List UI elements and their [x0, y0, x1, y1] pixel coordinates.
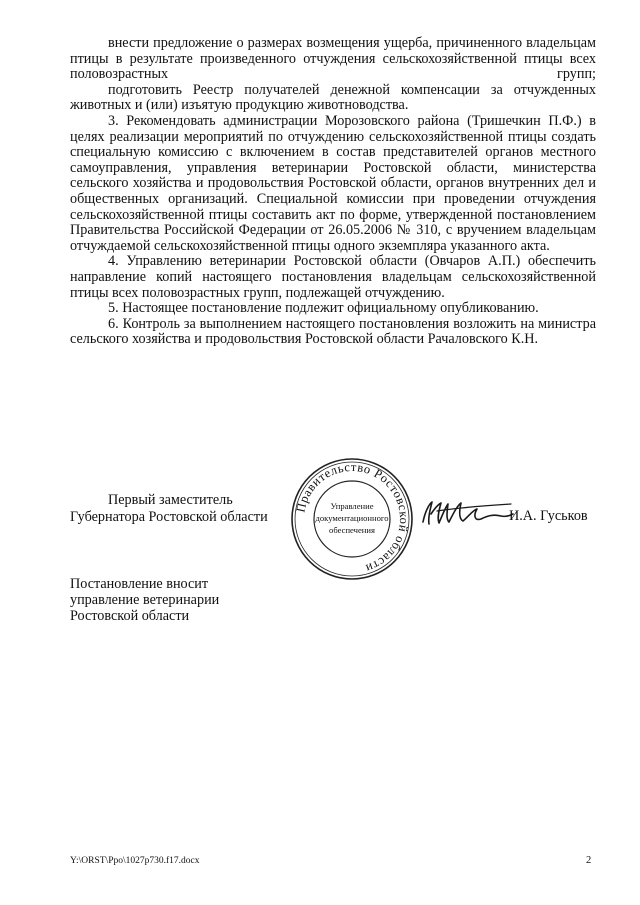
paragraph-item-6: 6. Контроль за выполнением настоящего постановления возложить на министра сельского хозяйства и продовольствия Ростовской области Рачаловского К.Н.	[70, 315, 596, 348]
signer-title-line2: Губернатора Ростовской области	[70, 508, 268, 525]
stamp-outer-ring	[292, 459, 412, 579]
stamp-center-line3: обеспечения	[329, 525, 375, 535]
submitted-by-line2: управление ветеринарии	[70, 592, 220, 609]
page-number: 2	[586, 855, 592, 866]
submitted-by-line3: Ростовской области	[70, 608, 190, 625]
paragraph-damage-proposal: внести предложение о размерах возмещения ущерба, причиненного владельцам птицы в результате произведенного отчуждения сельскохозяйственной птицы всех половозрастных групп;	[70, 35, 596, 83]
paragraph-item-4: 4. Управлению ветеринарии Ростовской области (Овчаров А.П.) обеспечить направление копий настоящего постановления владельцам сельскохозяйственной птицы всех половозрастных групп, подлежащей отчуждению.	[70, 253, 596, 301]
submitted-by-line1: Постановление вносит	[70, 576, 209, 592]
signature-stroke	[423, 502, 513, 524]
paragraph-item-3: 3. Рекомендовать администрации Морозовского района (Тришечкин П.Ф.) в целях реализации мероприятий по отчуждению сельскохозяйственной птицы создать специальную комиссию с включением в состав представителей органов местного самоуправления, управления ветеринарии Ростовской области, министерства сельского хозяйства и продовольствия Ростовской области, органов внутренних дел и общественных организаций. Специальной комиссии при проведении отчуждения сельскохозяйственной птицы составить акт по форме, утвержденной постановлением Правительства Российской Федерации от 26.05.2006 № 310, с вручением владельцам отчуждаемой сельскохозяйственной птицы одного экземпляра указанного акта.	[70, 112, 596, 254]
official-seal-stamp	[289, 456, 415, 582]
paragraph-item-5: 5. Настоящее постановление подлежит официальному опубликованию.	[108, 300, 539, 317]
paragraph-registry: подготовить Реестр получателей денежной компенсации за отчужденных животных и (или) изъятую продукцию животноводства.	[70, 81, 596, 114]
signature-underline	[437, 504, 511, 511]
stamp-center-line1: Управление	[330, 501, 374, 511]
signer-title	[70, 492, 268, 525]
stamp-outer-inner-ring	[293, 459, 412, 576]
document-body	[70, 36, 596, 348]
signer-title-line1: Первый заместитель	[108, 492, 233, 508]
handwritten-signature	[417, 494, 515, 530]
stamp-inner-ring	[314, 481, 390, 557]
submitted-by-block	[70, 576, 219, 625]
signer-name: И.А. Гуськов	[509, 508, 588, 524]
footer-file-path: Y:\ORST\Ppo\1027p730.f17.docx	[70, 856, 200, 866]
stamp-center-line2: документационного	[315, 513, 389, 523]
stamp-outer-text: Правительство Ростовской области	[293, 459, 412, 576]
